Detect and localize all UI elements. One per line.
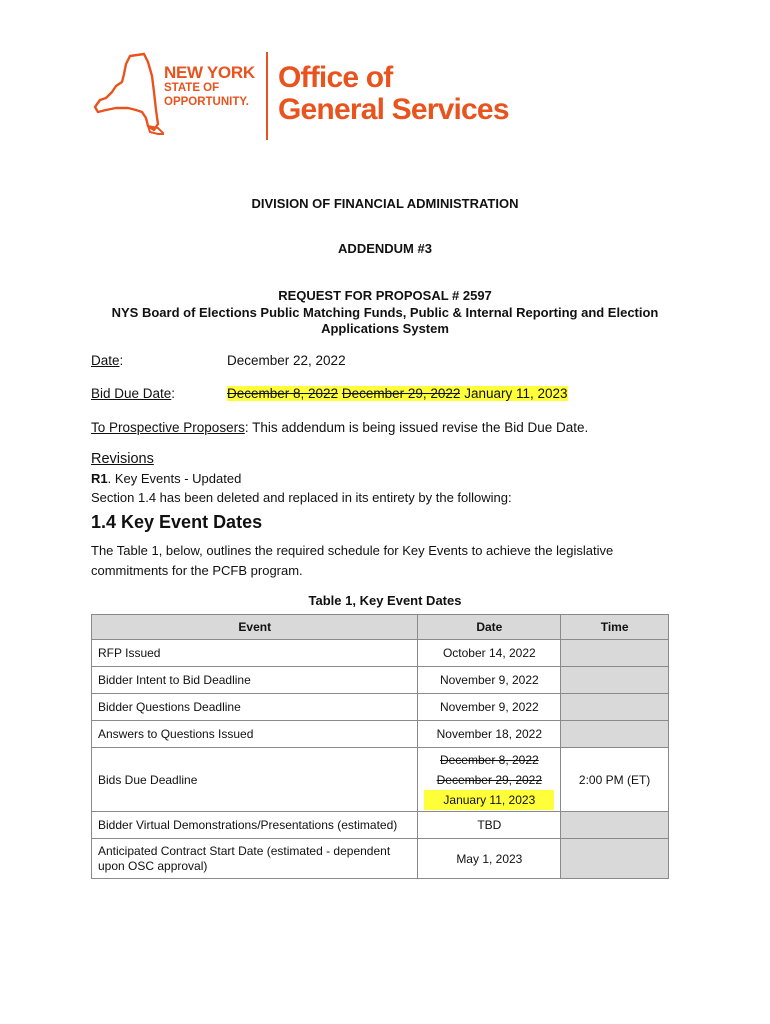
rfp-title-line1: NYS Board of Elections Public Matching Funds, Public & Internal Reporting and Election (111, 305, 659, 320)
date-value: December 22, 2022 (227, 353, 346, 368)
event-line2: upon OSC approval) (98, 858, 208, 873)
event-cell: Answers to Questions Issued (92, 721, 418, 748)
addendum-title: ADDENDUM #3 (338, 241, 432, 256)
header-event: Event (92, 615, 418, 640)
section-heading: 1.4 Key Event Dates (91, 512, 263, 532)
date-struck-2: December 29, 2022 (436, 772, 543, 787)
bid-due-struck-2: December 29, 2022 (341, 386, 461, 401)
r1-line (91, 471, 241, 486)
ny-line2: STATE OF (164, 82, 220, 94)
proposers-line (91, 420, 588, 435)
table-row (92, 748, 669, 812)
table-row (92, 640, 669, 667)
date-current-wrap (424, 790, 554, 810)
date-current: January 11, 2023 (424, 790, 554, 810)
event-cell: Bidder Questions Deadline (92, 694, 418, 721)
time-cell (561, 721, 669, 748)
date-cell: November 18, 2022 (418, 721, 561, 748)
event-cell: RFP Issued (92, 640, 418, 667)
date-cell: November 9, 2022 (418, 667, 561, 694)
date-cell: May 1, 2023 (418, 839, 561, 879)
table-row (92, 694, 669, 721)
key-events-table (91, 614, 669, 879)
header-date: Date (418, 615, 561, 640)
time-cell (561, 812, 669, 839)
event-cell: Bidder Intent to Bid Deadline (92, 667, 418, 694)
bid-due-label: Bid Due Date (91, 386, 172, 401)
event-cell (92, 839, 418, 879)
table-row (92, 667, 669, 694)
bid-due-struck-1: December 8, 2022 (227, 386, 339, 401)
ny-line3: OPPORTUNITY. (164, 95, 249, 108)
nys-wordmark (164, 64, 255, 108)
time-cell (561, 839, 669, 879)
ogs-line2: General Services (278, 93, 509, 126)
ny-line1: NEW YORK (164, 63, 255, 82)
section-para-line2: commitments for the PCFB program. (91, 563, 303, 578)
rfp-title-line2: Applications System (321, 321, 449, 336)
date-cell: November 9, 2022 (418, 694, 561, 721)
bid-due-value (227, 386, 568, 401)
rfp-number: REQUEST FOR PROPOSAL # 2597 (278, 288, 492, 303)
time-cell (561, 667, 669, 694)
date-label: Date (91, 353, 120, 368)
time-cell: 2:00 PM (ET) (561, 748, 669, 812)
time-cell (561, 640, 669, 667)
event-cell: Bidder Virtual Demonstrations/Presentations (estimated) (92, 812, 418, 839)
ogs-line1: Office of (278, 61, 393, 94)
table-row (92, 812, 669, 839)
date-colon: : (119, 353, 124, 368)
event-line1: Anticipated Contract Start Date (estimated - dependent (98, 843, 391, 858)
new-york-state-outline-icon (92, 52, 164, 140)
header-time: Time (561, 615, 669, 640)
date-cell: TBD (418, 812, 561, 839)
event-cell: Bids Due Deadline (92, 748, 418, 812)
ogs-logo (92, 52, 512, 142)
section-note: Section 1.4 has been deleted and replaced in its entirety by the following: (91, 490, 512, 505)
date-struck-1: December 8, 2022 (439, 752, 539, 767)
table-row (92, 721, 669, 748)
time-cell (561, 694, 669, 721)
date-cell (418, 748, 561, 812)
section-para-line1: The Table 1, below, outlines the required schedule for Key Events to achieve the legislative (91, 543, 614, 558)
logo-divider (266, 52, 268, 140)
bid-due-current: January 11, 2023 (464, 386, 568, 401)
table-row (92, 839, 669, 879)
bid-due-colon: : (171, 386, 176, 401)
ogs-wordmark (278, 62, 509, 126)
bid-due-label-group (91, 386, 175, 401)
table-caption: Table 1, Key Event Dates (308, 593, 462, 608)
date-label-group (91, 353, 123, 368)
date-cell: October 14, 2022 (418, 640, 561, 667)
proposers-text: : This addendum is being issued revise the Bid Due Date. (244, 420, 589, 435)
r1-text: . Key Events - Updated (107, 471, 242, 486)
r1-label: R1 (91, 471, 108, 486)
table-header-row (92, 615, 669, 640)
proposers-label: To Prospective Proposers (91, 420, 245, 435)
revisions-heading: Revisions (91, 451, 154, 467)
division-title: DIVISION OF FINANCIAL ADMINISTRATION (251, 196, 519, 211)
